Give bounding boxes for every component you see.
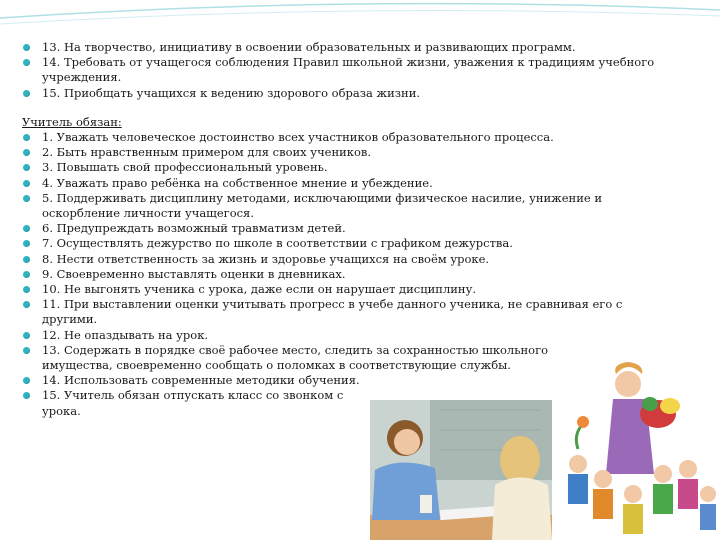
bullet-icon [23, 392, 30, 399]
bullet-icon [23, 134, 30, 141]
list-item: 14. Требовать от учащегося соблюдения Правил школьной жизни, уважения к традициям учебного учреждения. [22, 55, 672, 85]
bullet-icon [23, 59, 30, 66]
duties-heading: Учитель обязан: [22, 114, 122, 129]
list-item: 5. Поддерживать дисциплину методами, исключающими физическое насилие, унижение и оскорбление личности учащегося. [22, 191, 672, 221]
bullet-icon [23, 44, 30, 51]
list-item: 15. Учитель обязан отпускать класс со звонком с урока. [22, 388, 672, 418]
list-item: 6. Предупреждать возможный травматизм детей. [22, 221, 672, 236]
list-item: 10. Не выгонять ученика с урока, даже если он нарушает дисциплину. [22, 282, 672, 297]
teacher-with-children-illustration [558, 354, 720, 540]
list-item: 1. Уважать человеческое достоинство всех участников образовательного процесса. [22, 130, 672, 145]
rights-list-continued [22, 40, 672, 101]
list-item: 11. При выставлении оценки учитывать прогресс в учебе данного ученика, не сравнивая его с другими. [22, 297, 672, 327]
list-item: 3. Повышать свой профессиональный уровень. [22, 160, 672, 175]
list-item: 13. На творчество, инициативу в освоении образовательных и развивающих программ. [22, 40, 672, 55]
list-item: 15. Приобщать учащихся к ведению здорового образа жизни. [22, 86, 672, 101]
bullet-icon [23, 377, 30, 384]
list-item: 9. Своевременно выставлять оценки в дневниках. [22, 267, 672, 282]
bullet-icon [23, 347, 30, 354]
bullet-icon [23, 271, 30, 278]
teacher-with-student-photo [370, 400, 552, 540]
list-item: 2. Быть нравственным примером для своих учеников. [22, 145, 672, 160]
list-item: 4. Уважать право ребёнка на собственное мнение и убеждение. [22, 176, 672, 191]
bullet-icon [23, 149, 30, 156]
list-item: 14. Использовать современные методики обучения. [22, 373, 672, 388]
list-item: 8. Нести ответственность за жизнь и здоровье учащихся на своём уроке. [22, 252, 672, 267]
bullet-icon [23, 180, 30, 187]
bullet-icon [23, 240, 30, 247]
bullet-icon [23, 256, 30, 263]
bullet-icon [23, 195, 30, 202]
bullet-icon [23, 164, 30, 171]
bullet-icon [23, 90, 30, 97]
bullet-icon [23, 225, 30, 232]
bullet-icon [23, 286, 30, 293]
bullet-icon [23, 301, 30, 308]
bullet-icon [23, 332, 30, 339]
list-item: 12. Не опаздывать на урок. [22, 328, 672, 343]
list-item: 7. Осуществлять дежурство по школе в соответствии с графиком дежурства. [22, 236, 672, 251]
list-item: 13. Содержать в порядке своё рабочее место, следить за сохранностью школьного имущества, своевременно сообщать о поломках в соответствующие службы. [22, 343, 672, 373]
